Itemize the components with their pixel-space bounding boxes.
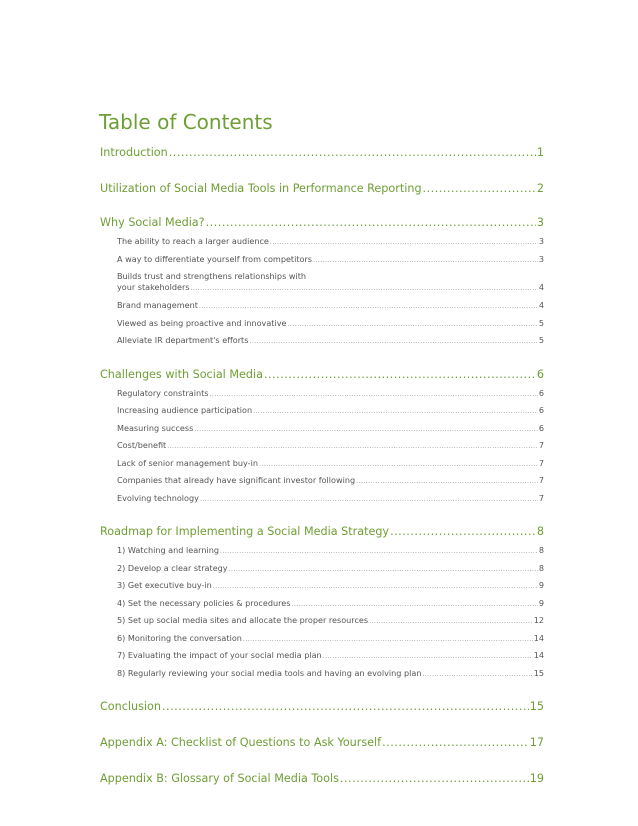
toc-subsection-label: 1) Watching and learning bbox=[117, 545, 219, 555]
toc-page-number: 14 bbox=[533, 632, 544, 643]
toc-subsection-entry[interactable] bbox=[100, 437, 544, 455]
toc-page-number: 7 bbox=[538, 492, 544, 503]
section-gap bbox=[100, 682, 544, 698]
toc-subsection-entry[interactable] bbox=[100, 332, 544, 350]
toc-subsection-entry[interactable] bbox=[100, 315, 544, 333]
leader-dots bbox=[369, 613, 533, 630]
toc-subsection-label: 4) Set the necessary policies & procedures bbox=[117, 597, 291, 608]
leader-dots bbox=[169, 144, 536, 162]
leader-dots bbox=[200, 491, 538, 508]
toc-page-number: 6 bbox=[536, 367, 544, 381]
toc-subsection-entry[interactable] bbox=[100, 455, 544, 473]
toc-section-label: Challenges with Social Media bbox=[100, 367, 263, 381]
leader-dots bbox=[229, 561, 538, 578]
toc-subsection-label-line1: Builds trust and strengthens relationships with bbox=[117, 271, 307, 281]
leader-dots bbox=[264, 366, 536, 384]
toc-page-number: 3 bbox=[536, 216, 544, 229]
toc-page-number: 8 bbox=[536, 525, 544, 538]
toc-page-number: 6 bbox=[538, 422, 544, 433]
toc-subsection-label: your stakeholders bbox=[117, 281, 190, 292]
toc-subsection-label: 6) Monitoring the conversation bbox=[117, 632, 242, 643]
toc-subsection-entry[interactable] bbox=[100, 647, 544, 665]
page-title: Table of Contents bbox=[99, 110, 273, 134]
section-gap bbox=[100, 716, 544, 734]
toc-page-number: 6 bbox=[538, 405, 544, 415]
leader-dots bbox=[206, 214, 536, 232]
toc-subsection-label: 3) Get executive buy-in bbox=[117, 580, 212, 590]
toc-subsection-entry[interactable] bbox=[100, 577, 544, 595]
section-gap bbox=[100, 198, 544, 214]
toc-subsection-label: Viewed as being proactive and innovative bbox=[117, 317, 287, 328]
toc-section-entry[interactable] bbox=[100, 523, 544, 541]
toc-page-number: 9 bbox=[538, 597, 544, 608]
toc-subsection-entry[interactable] bbox=[100, 612, 544, 630]
toc-page-number: 7 bbox=[538, 457, 544, 468]
toc-subsection-entry[interactable] bbox=[100, 665, 544, 683]
toc-page-number: 14 bbox=[533, 650, 544, 660]
toc-subsection-label: Companies that already have significant investor following bbox=[117, 475, 356, 485]
toc-page-number: 3 bbox=[538, 236, 544, 246]
toc-subsection-entry[interactable] bbox=[100, 630, 544, 648]
toc-subsection-label: 5) Set up social media sites and allocate the proper resources bbox=[117, 615, 369, 625]
toc-subsection-entry[interactable] bbox=[100, 420, 544, 438]
toc-subsection-label: 7) Evaluating the impact of your social media plan bbox=[117, 650, 322, 660]
toc-subsection-entry[interactable] bbox=[100, 268, 544, 297]
toc-subsection-entry[interactable] bbox=[100, 560, 544, 578]
leader-dots bbox=[249, 333, 537, 350]
toc-page-number: 7 bbox=[538, 475, 544, 485]
toc-subsection-label: Increasing audience participation bbox=[117, 405, 253, 415]
leader-dots bbox=[162, 698, 529, 716]
toc-subsection-entry[interactable] bbox=[100, 385, 544, 403]
toc-subsection-label: 2) Develop a clear strategy bbox=[117, 562, 228, 573]
toc-page-number: 2 bbox=[536, 182, 544, 195]
toc-section-entry[interactable] bbox=[100, 770, 544, 788]
toc-subsection-label: Cost/benefit bbox=[117, 440, 167, 450]
leader-dots bbox=[253, 403, 538, 420]
toc-page-number: 4 bbox=[538, 300, 544, 310]
leader-dots bbox=[390, 523, 536, 541]
toc-subsection-entry[interactable] bbox=[100, 402, 544, 420]
toc-page-number: 7 bbox=[538, 440, 544, 450]
toc-page-number: 4 bbox=[538, 281, 544, 292]
toc-section-label: Appendix B: Glossary of Social Media Tools bbox=[100, 772, 339, 785]
toc-page-number: 6 bbox=[538, 387, 544, 398]
leader-dots bbox=[287, 316, 537, 333]
toc-page-number: 12 bbox=[533, 615, 544, 625]
toc-subsection-label: Evolving technology bbox=[117, 492, 199, 503]
section-gap bbox=[100, 162, 544, 180]
toc-section-label: Utilization of Social Media Tools in Performance Reporting bbox=[100, 182, 422, 195]
toc-page-number: 8 bbox=[538, 545, 544, 555]
toc-subsection-label: Alleviate IR department's efforts bbox=[117, 335, 249, 345]
leader-dots bbox=[291, 596, 537, 613]
leader-dots bbox=[191, 284, 538, 295]
leader-dots bbox=[243, 631, 533, 648]
leader-dots bbox=[382, 734, 529, 752]
toc-section-label: Introduction bbox=[100, 146, 168, 159]
leader-dots bbox=[323, 648, 533, 665]
toc-subsection-entry[interactable] bbox=[100, 490, 544, 508]
toc-section-label: Roadmap for Implementing a Social Media Strategy bbox=[100, 525, 390, 538]
toc-page-number: 15 bbox=[533, 667, 544, 678]
toc-page-number: 1 bbox=[536, 146, 544, 159]
leader-dots bbox=[210, 386, 538, 403]
toc-page-number: 9 bbox=[538, 580, 544, 590]
toc-subsection-entry[interactable] bbox=[100, 251, 544, 269]
leader-dots bbox=[356, 473, 538, 490]
toc-section-entry[interactable] bbox=[100, 144, 544, 162]
toc-section-label: Conclusion bbox=[100, 700, 161, 713]
toc-section-label: Why Social Media? bbox=[100, 216, 205, 229]
leader-dots bbox=[423, 180, 536, 198]
toc-page-number: 19 bbox=[529, 772, 544, 785]
toc-subsection-label: 8) Regularly reviewing your social media tools and having an evolving plan bbox=[117, 667, 422, 678]
section-gap bbox=[100, 350, 544, 366]
toc-page-number: 5 bbox=[538, 335, 544, 345]
leader-dots bbox=[199, 298, 538, 315]
leader-dots bbox=[313, 252, 538, 269]
leader-dots bbox=[220, 543, 538, 560]
table-of-contents bbox=[100, 144, 544, 788]
toc-subsection-label: Measuring success bbox=[117, 422, 194, 433]
toc-page-number: 3 bbox=[538, 253, 544, 264]
toc-page-number: 8 bbox=[538, 562, 544, 573]
toc-section-entry[interactable] bbox=[100, 734, 544, 752]
toc-page-number: 17 bbox=[529, 736, 544, 749]
toc-section-entry[interactable] bbox=[100, 366, 544, 384]
toc-subsection-entry[interactable] bbox=[100, 233, 544, 251]
section-gap bbox=[100, 507, 544, 523]
leader-dots bbox=[422, 666, 532, 683]
toc-section-entry[interactable] bbox=[100, 214, 544, 232]
leader-dots bbox=[270, 234, 538, 251]
toc-subsection-entry[interactable] bbox=[100, 472, 544, 490]
toc-subsection-label: Brand management bbox=[117, 300, 198, 310]
leader-dots bbox=[213, 578, 538, 595]
toc-subsection-label: A way to differentiate yourself from competitors bbox=[117, 253, 313, 264]
toc-subsection-entry[interactable] bbox=[100, 542, 544, 560]
leader-dots bbox=[194, 421, 537, 438]
leader-dots bbox=[167, 438, 538, 455]
toc-section-label: Appendix A: Checklist of Questions to Ask Yourself bbox=[100, 736, 382, 749]
leader-dots bbox=[259, 456, 538, 473]
toc-page-number: 15 bbox=[529, 700, 544, 713]
toc-subsection-label: The ability to reach a larger audience bbox=[117, 236, 269, 246]
toc-page-number: 5 bbox=[538, 317, 544, 328]
toc-section-entry[interactable] bbox=[100, 698, 544, 716]
section-gap bbox=[100, 752, 544, 770]
toc-subsection-label: Regulatory constraints bbox=[117, 387, 209, 398]
leader-dots bbox=[340, 770, 529, 788]
toc-section-entry[interactable] bbox=[100, 180, 544, 198]
toc-subsection-entry[interactable] bbox=[100, 297, 544, 315]
toc-subsection-entry[interactable] bbox=[100, 595, 544, 613]
toc-subsection-label: Lack of senior management buy-in bbox=[117, 457, 258, 468]
